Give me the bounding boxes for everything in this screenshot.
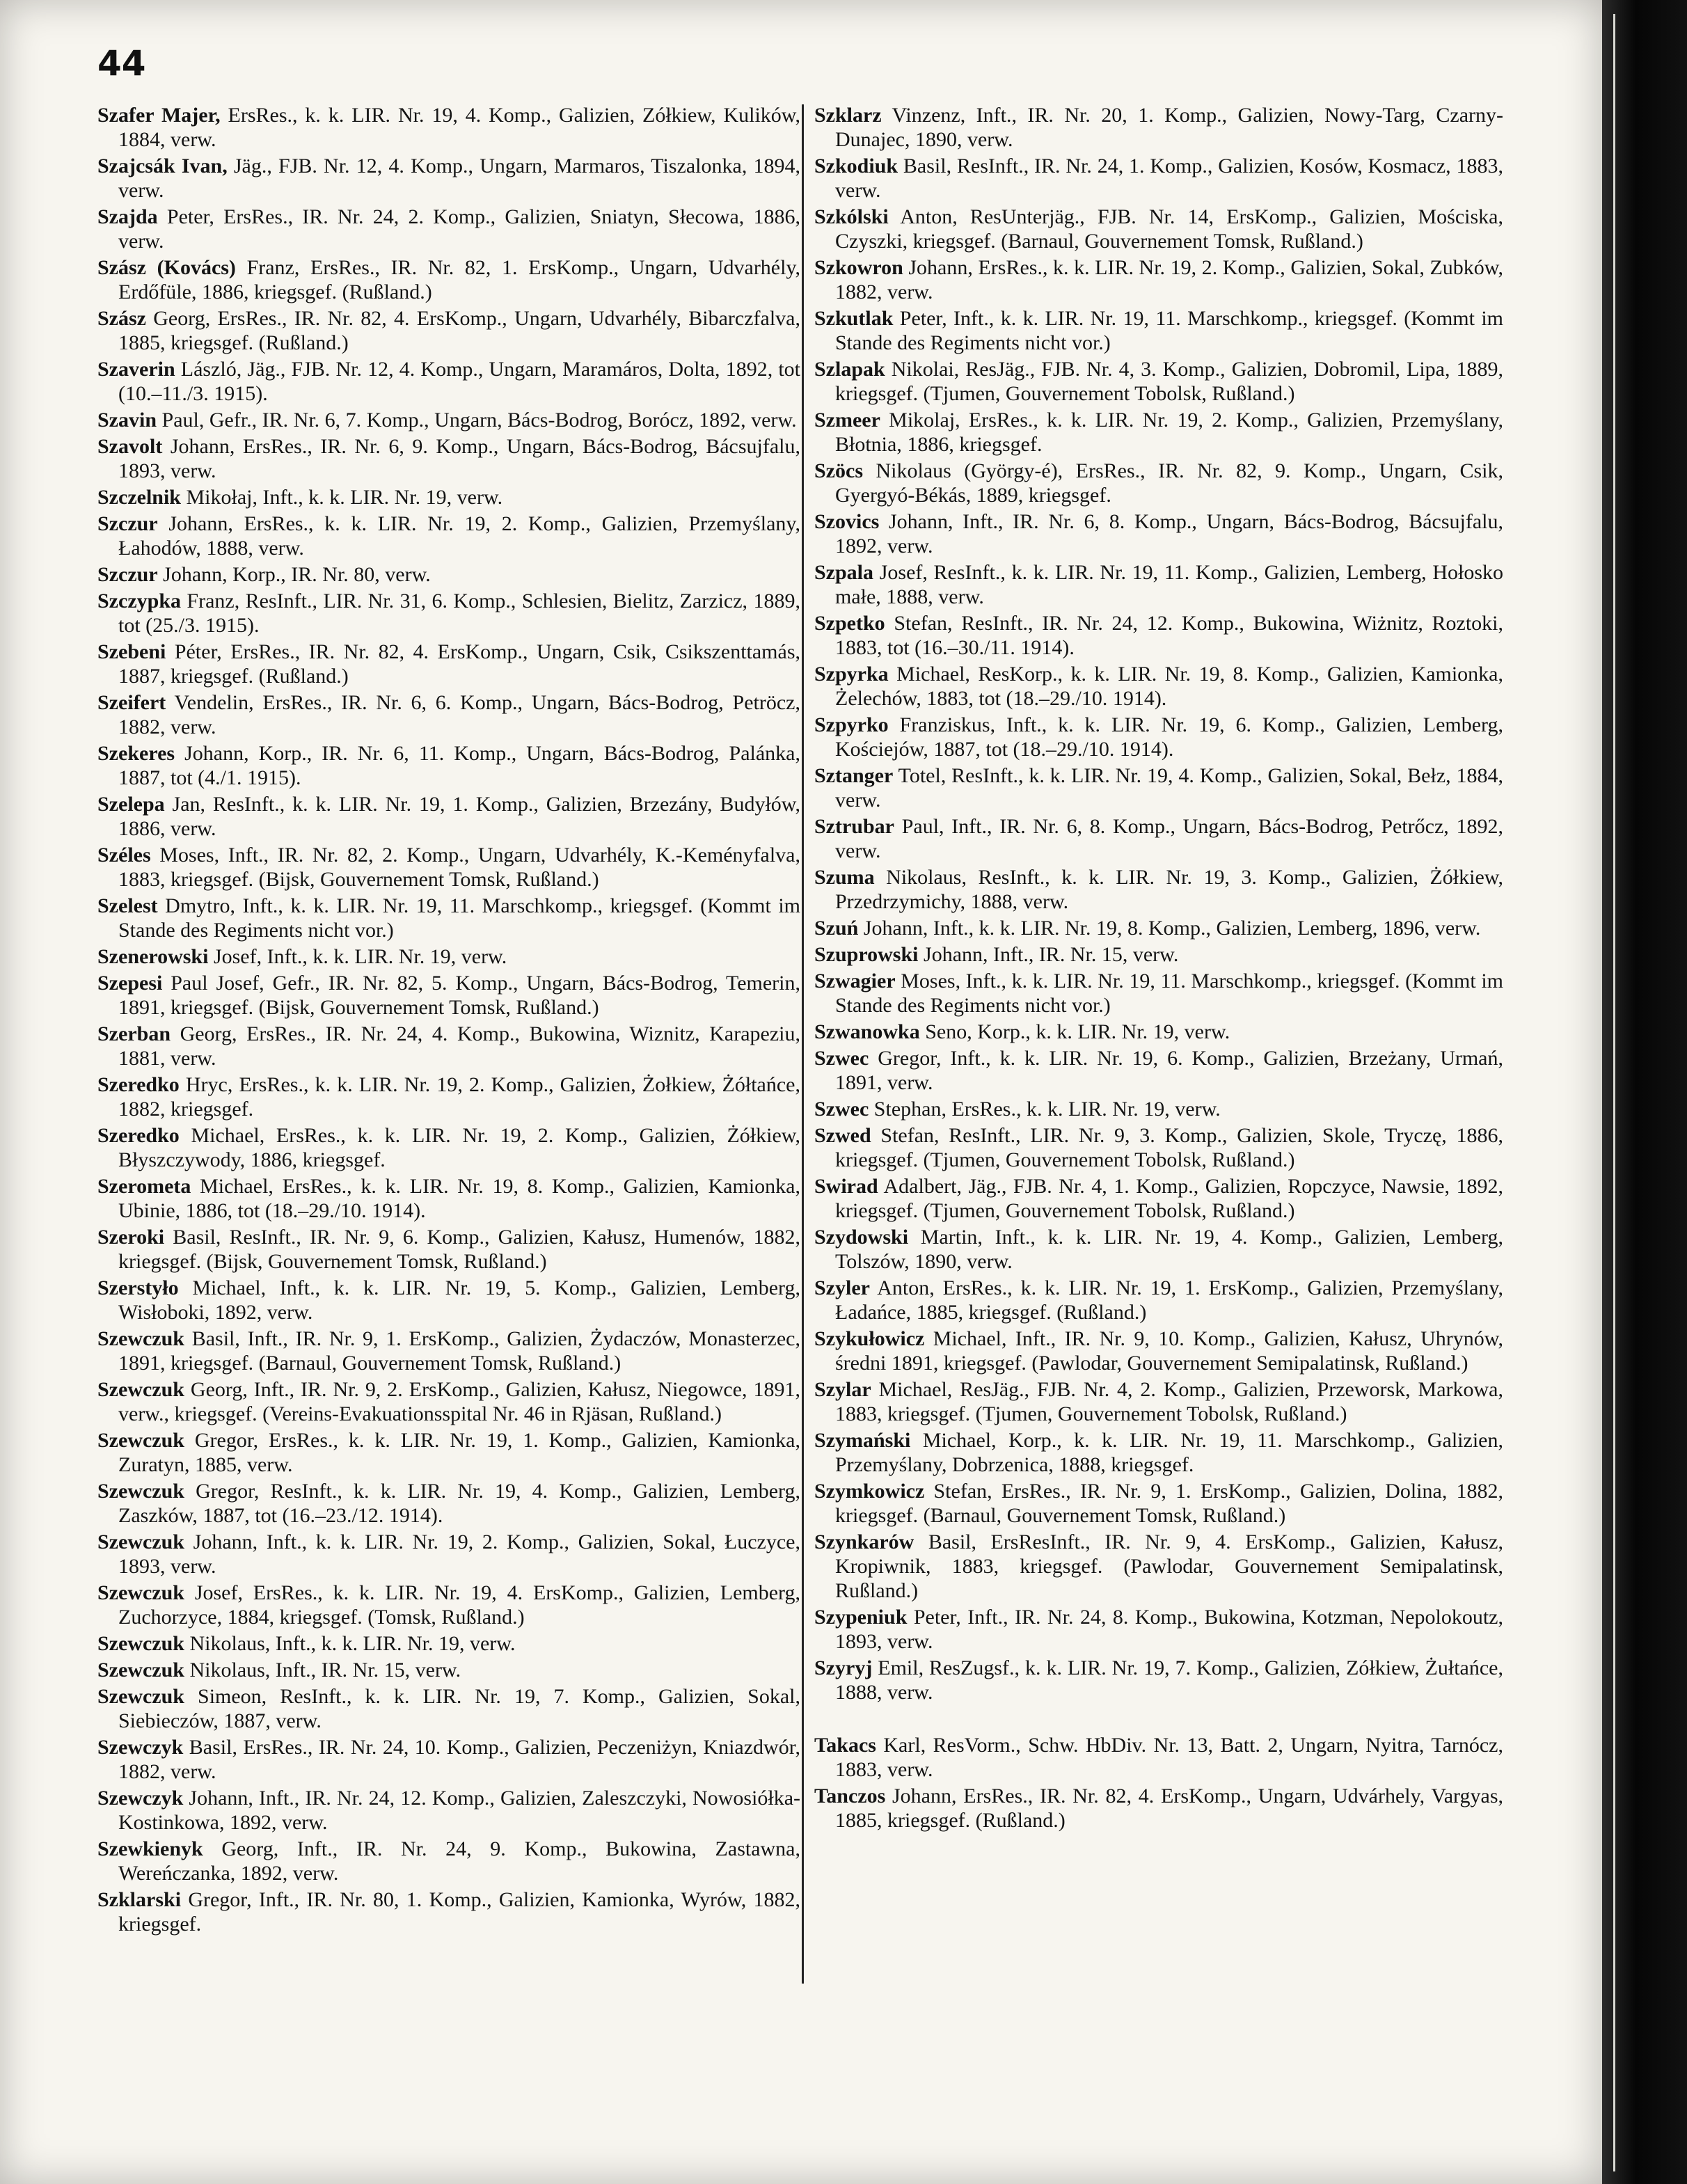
list-entry [814, 1225, 1503, 1274]
entry-surname: Szajda [97, 205, 158, 228]
entry-surname: Szafer Majer, [97, 104, 221, 127]
entry-details: Franziskus, Inft., k. k. LIR. Nr. 19, 6. Komp., Galizien, Lemberg, Kościejów, 1887, tot (18.–29./10. 1914). [835, 713, 1503, 761]
column-divider [802, 104, 804, 1984]
entry-surname: Szerstyło [97, 1276, 179, 1299]
list-entry [97, 562, 800, 587]
entry-surname: Szkutlak [814, 307, 894, 330]
entry-surname: Szewkienyk [97, 1837, 203, 1860]
list-entry [97, 255, 800, 304]
entry-details: Michael, Korp., k. k. LIR. Nr. 19, 11. Marschkomp., Galizien, Przemyślany, Dobrzenica, 1888, kriegsgef. [835, 1429, 1503, 1476]
list-entry [97, 1276, 800, 1324]
list-entry [97, 944, 800, 969]
list-entry [97, 205, 800, 253]
entry-details: Basil, ErsResInft., IR. Nr. 9, 4. ErsKomp., Galizien, Kałusz, Kropiwnik, 1883, kriegsgef. (Pawlodar, Gouvernement Semipalatinsk, Rußland.) [835, 1530, 1503, 1602]
list-entry [97, 1837, 800, 1885]
entry-details: Basil, ResInft., IR. Nr. 24, 1. Komp., Galizien, Kosów, Kosmacz, 1883, verw. [835, 155, 1503, 202]
entry-surname: Szklarz [814, 104, 882, 127]
entry-details: Mikołaj, Inft., k. k. LIR. Nr. 19, verw. [181, 486, 503, 509]
list-entry [814, 459, 1503, 507]
entry-surname: Szczur [97, 512, 158, 535]
entry-details: Nikolaus, Inft., k. k. LIR. Nr. 19, verw. [184, 1632, 516, 1655]
list-entry [814, 1428, 1503, 1477]
list-entry [814, 357, 1503, 406]
list-entry [814, 205, 1503, 253]
entry-surname: Szelepa [97, 793, 165, 816]
entry-details: Stefan, ResInft., IR. Nr. 24, 12. Komp., Bukowina, Wiżnitz, Roztoki, 1883, tot (16.–30./11. 1914). [835, 612, 1503, 659]
entry-surname: Szmeer [814, 409, 880, 432]
list-entry [814, 1530, 1503, 1603]
entry-surname: Szewczuk [97, 1378, 184, 1401]
entry-surname: Szymański [814, 1429, 911, 1452]
list-entry [97, 1658, 800, 1682]
entry-details: Michael, ErsRes., k. k. LIR. Nr. 19, 2. Komp., Galizien, Żółkiew, Błyszczywody, 1886, kriegsgef. [118, 1124, 800, 1171]
list-entry [814, 713, 1503, 761]
entry-surname: Szkowron [814, 256, 903, 279]
list-entry [97, 357, 800, 406]
entry-details: Vendelin, ErsRes., IR. Nr. 6, 6. Komp., Ungarn, Bács-Bodrog, Petröcz, 1882, verw. [118, 691, 800, 738]
entry-details: Johann, Inft., k. k. LIR. Nr. 19, 8. Komp., Galizien, Lemberg, 1896, verw. [858, 917, 1481, 940]
entry-surname: Szuń [814, 917, 859, 940]
list-entry [814, 560, 1503, 609]
entry-details: Georg, Inft., IR. Nr. 24, 9. Komp., Bukowina, Zastawna, Wereńczanka, 1892, verw. [118, 1837, 800, 1885]
list-entry [814, 103, 1503, 152]
list-entry [814, 814, 1503, 863]
entry-surname: Szczelnik [97, 486, 181, 509]
list-entry [814, 1479, 1503, 1528]
list-entry [97, 103, 800, 152]
entry-surname: Szewczuk [97, 1632, 184, 1655]
entry-details: Karl, ResVorm., Schw. HbDiv. Nr. 13, Batt. 2, Ungarn, Nyitra, Tarnócz, 1883, verw. [835, 1734, 1503, 1781]
entry-surname: Széles [97, 844, 151, 867]
entry-surname: Szczur [97, 563, 158, 586]
entry-details: Nikolaus (György-é), ErsRes., IR. Nr. 82, 9. Komp., Ungarn, Csik, Gyergyó-Békás, 1889, kriegsgef. [835, 459, 1503, 507]
list-entry [814, 969, 1503, 1018]
entry-surname: Szklarski [97, 1888, 182, 1911]
list-entry [97, 741, 800, 790]
list-entry [97, 1327, 800, 1375]
entry-details: Michael, ResJäg., FJB. Nr. 4, 2. Komp., Galizien, Przeworsk, Markowa, 1883, kriegsgef. (Tjumen, Gouvernement Tobolsk, Rußland.) [835, 1378, 1503, 1425]
entry-details: Stephan, ErsRes., k. k. LIR. Nr. 19, verw. [869, 1098, 1221, 1121]
entry-details: Moses, Inft., k. k. LIR. Nr. 19, 11. Marschkomp., kriegsgef. (Kommt im Stande des Regiments nicht vor.) [835, 970, 1503, 1017]
entry-details: Georg, Inft., IR. Nr. 9, 2. ErsKomp., Galizien, Kałusz, Niegowce, 1891, verw., kriegsgef. (Vereins-Evakuationsspital Nr. 46 in Rjäsan, Rußland.) [118, 1378, 800, 1425]
entry-details: Johann, Korp., IR. Nr. 6, 11. Komp., Ungarn, Bács-Bodrog, Palánka, 1887, tot (4./1. 1915). [118, 742, 800, 789]
entry-details: Franz, ErsRes., IR. Nr. 82, 1. ErsKomp., Ungarn, Udvarhély, Erdőfüle, 1886, kriegsgef. (Rußland.) [118, 256, 801, 303]
entry-details: Paul, Gefr., IR. Nr. 6, 7. Komp., Ungarn, Bács-Bodrog, Borócz, 1892, verw. [157, 409, 797, 432]
entry-surname: Szavin [97, 409, 157, 432]
entry-surname: Szwagier [814, 970, 896, 992]
entry-details: Jäg., FJB. Nr. 12, 4. Komp., Ungarn, Marmaros, Tiszalonka, 1894, verw. [118, 155, 800, 202]
list-entry [814, 154, 1503, 203]
entry-surname: Szyler [814, 1276, 870, 1299]
list-entry [814, 763, 1503, 812]
right-column [814, 103, 1503, 1835]
entry-surname: Szász (Kovács) [97, 256, 236, 279]
list-entry [97, 971, 800, 1020]
entry-surname: Szwec [814, 1098, 869, 1121]
list-entry [97, 1022, 800, 1070]
entry-details: Georg, ErsRes., IR. Nr. 24, 4. Komp., Bukowina, Wiznitz, Karapeziu, 1881, verw. [118, 1022, 800, 1070]
entry-surname: Szwanowka [814, 1020, 920, 1043]
entry-details: Totel, ResInft., k. k. LIR. Nr. 19, 4. Komp., Galizien, Sokal, Bełz, 1884, verw. [835, 764, 1503, 812]
list-entry [97, 1479, 800, 1528]
entry-details: Johann, Inft., IR. Nr. 15, verw. [918, 943, 1179, 966]
entry-details: Peter, ErsRes., IR. Nr. 24, 2. Komp., Galizien, Sniatyn, Słecowa, 1886, verw. [118, 205, 800, 253]
entry-surname: Szekeres [97, 742, 175, 765]
entry-surname: Takacs [814, 1734, 876, 1757]
list-entry [814, 942, 1503, 967]
entry-details: Josef, Inft., k. k. LIR. Nr. 19, verw. [208, 945, 507, 968]
list-entry [97, 1631, 800, 1656]
list-entry [97, 1225, 800, 1274]
entry-details: Peter, Inft., IR. Nr. 24, 8. Komp., Bukowina, Kotzman, Nepolokoutz, 1893, verw. [835, 1606, 1503, 1653]
entry-details: Basil, ErsRes., IR. Nr. 24, 10. Komp., Galizien, Peczeniżyn, Kniazdwór, 1882, verw. [118, 1736, 800, 1783]
entry-details: Gregor, ResInft., k. k. LIR. Nr. 19, 4. Komp., Galizien, Lemberg, Zaszków, 1887, tot (16.–23./12. 1914). [118, 1480, 800, 1527]
entry-surname: Szöcs [814, 459, 863, 482]
entry-details: Hryc, ErsRes., k. k. LIR. Nr. 19, 2. Komp., Galizien, Żołkiew, Żółtańce, 1882, kriegsgef. [118, 1073, 800, 1121]
list-entry [97, 1123, 800, 1172]
entry-details: Nikolaus, ResInft., k. k. LIR. Nr. 19, 3. Komp., Galizien, Żółkiew, Przedrzymichy, 1888, verw. [835, 866, 1503, 913]
list-entry [97, 1786, 800, 1835]
entry-surname: Szkodiuk [814, 155, 898, 177]
list-entry [97, 792, 800, 841]
entry-details: Michael, ErsRes., k. k. LIR. Nr. 19, 8. Komp., Galizien, Kamionka, Ubinie, 1886, tot (18.–29./10. 1914). [118, 1175, 800, 1222]
entry-surname: Szlapak [814, 358, 885, 381]
entry-surname: Szykułowicz [814, 1327, 925, 1350]
entry-surname: Szuprowski [814, 943, 919, 966]
entry-surname: Szewczuk [97, 1685, 184, 1708]
entry-details: Franz, ResInft., LIR. Nr. 31, 6. Komp., Schlesien, Bielitz, Zarzicz, 1889, tot (25./3. 1915). [118, 589, 800, 637]
section-gap [814, 1707, 1503, 1733]
list-entry [814, 1276, 1503, 1324]
entry-surname: Szwec [814, 1047, 869, 1070]
page-edge-line [1613, 14, 1615, 2171]
entry-surname: Szeredko [97, 1124, 180, 1147]
entry-details: Gregor, ErsRes., k. k. LIR. Nr. 19, 1. Komp., Galizien, Kamionka, Zuratyn, 1885, verw. [118, 1429, 800, 1476]
list-entry [97, 154, 800, 203]
list-entry [97, 1888, 800, 1936]
entry-details: Johann, ErsRes., IR. Nr. 6, 9. Komp., Ungarn, Bács-Bodrog, Bácsujfalu, 1893, verw. [118, 435, 800, 482]
list-entry [97, 1735, 800, 1784]
entry-surname: Szewczyk [97, 1736, 184, 1759]
entry-details: László, Jäg., FJB. Nr. 12, 4. Komp., Ungarn, Maramáros, Dolta, 1892, tot (10.–11./3. 1915). [118, 358, 800, 405]
entry-surname: Szebeni [97, 640, 166, 663]
entry-surname: Szaverin [97, 358, 175, 381]
list-entry [814, 1784, 1503, 1833]
entry-surname: Szavolt [97, 435, 163, 458]
entry-surname: Szeroki [97, 1226, 165, 1249]
entry-surname: Sztanger [814, 764, 894, 787]
list-entry [97, 1684, 800, 1733]
entry-details: Emil, ResZugsf., k. k. LIR. Nr. 19, 7. Komp., Galizien, Zółkiew, Żułtańce, 1888, verw. [835, 1656, 1503, 1704]
entry-surname: Szylar [814, 1378, 871, 1401]
entry-surname: Szenerowski [97, 945, 209, 968]
entry-details: Anton, ResUnterjäg., FJB. Nr. 14, ErsKomp., Galizien, Mościska, Czyszki, kriegsgef. (Barnaul, Gouvernement Tomsk, Rußland.) [835, 205, 1503, 253]
list-entry [814, 1733, 1503, 1782]
entry-surname: Szewczuk [97, 1480, 184, 1503]
entry-surname: Szpala [814, 561, 874, 584]
list-entry [814, 662, 1503, 711]
list-entry [814, 1377, 1503, 1426]
entry-details: Josef, ResInft., k. k. LIR. Nr. 19, 11. Komp., Galizien, Lemberg, Hołosko małe, 1888, verw. [835, 561, 1503, 608]
entry-surname: Szypeniuk [814, 1606, 908, 1629]
list-entry [814, 306, 1503, 355]
entry-surname: Szuma [814, 866, 875, 889]
entry-surname: Szpyrka [814, 663, 889, 686]
entry-details: Michael, Inft., IR. Nr. 9, 10. Komp., Galizien, Kałusz, Uhrynów, średni 1891, kriegsgef. (Pawlodar, Gouvernement Semipalatinsk, Rußland.) [835, 1327, 1503, 1375]
entry-details: Seno, Korp., k. k. LIR. Nr. 19, verw. [919, 1020, 1230, 1043]
entry-details: Péter, ErsRes., IR. Nr. 82, 4. ErsKomp., Ungarn, Csik, Csikszenttamás, 1887, kriegsgef. (Rußland.) [118, 640, 800, 688]
entry-surname: Szwed [814, 1124, 871, 1147]
entry-surname: Szymkowicz [814, 1480, 925, 1503]
entry-surname: Szydowski [814, 1226, 909, 1249]
entry-surname: Szeredko [97, 1073, 180, 1096]
entry-surname: Szkólski [814, 205, 889, 228]
list-entry [814, 1656, 1503, 1704]
entry-surname: Szewczuk [97, 1581, 184, 1604]
entry-surname: Szczypka [97, 589, 181, 612]
entry-details: Nikolai, ResJäg., FJB. Nr. 4, 3. Komp., Galizien, Dobromil, Lipa, 1889, kriegsgef. (Tjumen, Gouvernement Tobolsk, Rußland.) [835, 358, 1503, 405]
entry-surname: Szeifert [97, 691, 166, 714]
list-entry [97, 1377, 800, 1426]
entry-details: Nikolaus, Inft., IR. Nr. 15, verw. [184, 1659, 461, 1681]
entry-surname: Szewczuk [97, 1659, 184, 1681]
entry-surname: Szerban [97, 1022, 171, 1045]
entry-surname: Szász [97, 307, 146, 330]
entry-surname: Szovics [814, 510, 880, 533]
list-entry [814, 916, 1503, 940]
entry-details: Basil, Inft., IR. Nr. 9, 1. ErsKomp., Galizien, Żydaczów, Monasterzec, 1891, kriegsgef. (Barnaul, Gouvernement Tomsk, Rußland.) [118, 1327, 800, 1375]
entry-details: Michael, Inft., k. k. LIR. Nr. 19, 5. Komp., Galizien, Lemberg, Wisłoboki, 1892, verw. [118, 1276, 800, 1324]
list-entry [814, 1046, 1503, 1095]
list-entry [97, 1073, 800, 1121]
list-entry [97, 512, 800, 560]
list-entry [814, 1020, 1503, 1044]
entry-details: Jan, ResInft., k. k. LIR. Nr. 19, 1. Komp., Galizien, Brzezány, Budyłów, 1886, verw. [118, 793, 800, 840]
list-entry [97, 1530, 800, 1578]
left-column [97, 103, 800, 1938]
entry-surname: Szajcsák Ivan, [97, 155, 228, 177]
list-entry [814, 408, 1503, 457]
entry-details: Adalbert, Jäg., FJB. Nr. 4, 1. Komp., Galizien, Ropczyce, Nawsie, 1892, kriegsgef. (Tjumen, Gouvernement Tobolsk, Rußland.) [835, 1175, 1503, 1222]
list-entry [97, 408, 800, 432]
page-number: 44 [97, 43, 146, 84]
list-entry [814, 1174, 1503, 1223]
list-entry [814, 1097, 1503, 1121]
entry-surname: Szpyrko [814, 713, 889, 736]
entry-details: Basil, ResInft., IR. Nr. 9, 6. Komp., Galizien, Kałusz, Humenów, 1882, kriegsgef. (Bijsk, Gouvernement Tomsk, Rußland.) [118, 1226, 800, 1273]
entry-surname: Szewczuk [97, 1530, 184, 1553]
list-entry [814, 865, 1503, 914]
entry-details: Dmytro, Inft., k. k. LIR. Nr. 19, 11. Marschkomp., kriegsgef. (Kommt im Stande des Regiments nicht vor.) [118, 894, 800, 942]
entry-surname: Szewczuk [97, 1327, 184, 1350]
list-entry [814, 509, 1503, 558]
list-entry [97, 1428, 800, 1477]
entry-details: Paul, Inft., IR. Nr. 6, 8. Komp., Ungarn, Bács-Bodrog, Petrőcz, 1892, verw. [835, 815, 1503, 862]
list-entry [97, 1174, 800, 1223]
list-entry [814, 1123, 1503, 1172]
entry-details: Paul Josef, Gefr., IR. Nr. 82, 5. Komp., Ungarn, Bács-Bodrog, Temerin, 1891, kriegsgef. (Bijsk, Gouvernement Tomsk, Rußland.) [118, 972, 800, 1019]
list-entry [97, 690, 800, 739]
entry-details: Johann, Inft., IR. Nr. 6, 8. Komp., Ungarn, Bács-Bodrog, Bácsujfalu, 1892, verw. [835, 510, 1503, 557]
entry-details: Peter, Inft., k. k. LIR. Nr. 19, 11. Marschkomp., kriegsgef. (Kommt im Stande des Regiments nicht vor.) [835, 307, 1503, 354]
entry-details: ErsRes., k. k. LIR. Nr. 19, 4. Komp., Galizien, Zółkiew, Kulików, 1884, verw. [118, 104, 800, 151]
entry-surname: Sztrubar [814, 815, 894, 838]
entry-surname: Szerometa [97, 1175, 191, 1198]
entry-details: Stefan, ErsRes., IR. Nr. 9, 1. ErsKomp., Galizien, Dolina, 1882, kriegsgef. (Barnaul, Gouvernement Tomsk, Rußland.) [835, 1480, 1503, 1527]
entry-surname: Szewczuk [97, 1429, 184, 1452]
list-entry [814, 611, 1503, 660]
list-entry [97, 894, 800, 942]
entry-details: Mikolaj, ErsRes., k. k. LIR. Nr. 19, 2. Komp., Galizien, Przemyślany, Błotnia, 1886, kriegsgef. [835, 409, 1503, 456]
list-entry [97, 589, 800, 638]
list-entry [97, 434, 800, 483]
entry-surname: Szepesi [97, 972, 163, 995]
entry-details: Vinzenz, Inft., IR. Nr. 20, 1. Komp., Galizien, Nowy-Targ, Czarny-Dunajec, 1890, verw. [835, 104, 1503, 151]
entry-details: Anton, ErsRes., k. k. LIR. Nr. 19, 1. ErsKomp., Galizien, Przemyślany, Ładańce, 1885, kriegsgef. (Rußland.) [835, 1276, 1503, 1324]
list-entry [814, 1605, 1503, 1654]
list-entry [97, 485, 800, 509]
entry-details: Gregor, Inft., k. k. LIR. Nr. 19, 6. Komp., Galizien, Brzeżany, Urmań, 1891, verw. [835, 1047, 1503, 1094]
list-entry [814, 1327, 1503, 1375]
entry-surname: Szyryj [814, 1656, 873, 1679]
entry-details: Johann, Inft., IR. Nr. 24, 12. Komp., Galizien, Zaleszczyki, Nowosiółka-Kostinkowa, 1892, verw. [118, 1787, 800, 1834]
entry-details: Johann, ErsRes., k. k. LIR. Nr. 19, 2. Komp., Galizien, Przemyślany, Łahodów, 1888, verw. [118, 512, 800, 560]
list-entry [97, 1581, 800, 1629]
entry-details: Josef, ErsRes., k. k. LIR. Nr. 19, 4. ErsKomp., Galizien, Lemberg, Zuchorzyce, 1884, kriegsgef. (Tomsk, Rußland.) [118, 1581, 800, 1629]
list-entry [97, 306, 800, 355]
entry-details: Johann, ErsRes., k. k. LIR. Nr. 19, 2. Komp., Galizien, Sokal, Zubków, 1882, verw. [835, 256, 1503, 303]
list-entry [97, 843, 800, 892]
entry-details: Gregor, Inft., IR. Nr. 80, 1. Komp., Galizien, Kamionka, Wyrów, 1882, kriegsgef. [118, 1888, 800, 1936]
entry-surname: Szewczyk [97, 1787, 184, 1810]
entry-details: Moses, Inft., IR. Nr. 82, 2. Komp., Ungarn, Udvarhély, K.-Keményfalva, 1883, kriegsgef. (Bijsk, Gouvernement Tomsk, Rußland.) [118, 844, 800, 891]
entry-details: Michael, ResKorp., k. k. LIR. Nr. 19, 8. Komp., Galizien, Kamionka, Żelechów, 1883, tot (18.–29./10. 1914). [835, 663, 1503, 710]
entry-surname: Tanczos [814, 1785, 886, 1807]
entry-details: Johann, Inft., k. k. LIR. Nr. 19, 2. Komp., Galizien, Sokal, Łuczyce, 1893, verw. [118, 1530, 800, 1578]
entry-surname: Swirad [814, 1175, 878, 1198]
entry-surname: Szpetko [814, 612, 885, 635]
entry-details: Martin, Inft., k. k. LIR. Nr. 19, 4. Komp., Galizien, Lemberg, Tolszów, 1890, verw. [835, 1226, 1503, 1273]
entry-details: Simeon, ResInft., k. k. LIR. Nr. 19, 7. Komp., Galizien, Sokal, Siebieczów, 1887, verw. [118, 1685, 800, 1732]
entry-surname: Szynkarów [814, 1530, 914, 1553]
entry-details: Stefan, ResInft., LIR. Nr. 9, 3. Komp., Galizien, Skole, Tryczę, 1886, kriegsgef. (Tjumen, Gouvernement Tobolsk, Rußland.) [835, 1124, 1503, 1171]
entry-details: Georg, ErsRes., IR. Nr. 82, 4. ErsKomp., Ungarn, Udvarhély, Bibarczfalva, 1885, kriegsgef. (Rußland.) [118, 307, 800, 354]
list-entry [97, 640, 800, 688]
list-entry [814, 255, 1503, 304]
entry-surname: Szelest [97, 894, 158, 917]
entry-details: Johann, ErsRes., IR. Nr. 82, 4. ErsKomp., Ungarn, Udvárhely, Vargyas, 1885, kriegsgef. (Rußland.) [835, 1785, 1503, 1832]
entry-details: Johann, Korp., IR. Nr. 80, verw. [157, 563, 431, 586]
